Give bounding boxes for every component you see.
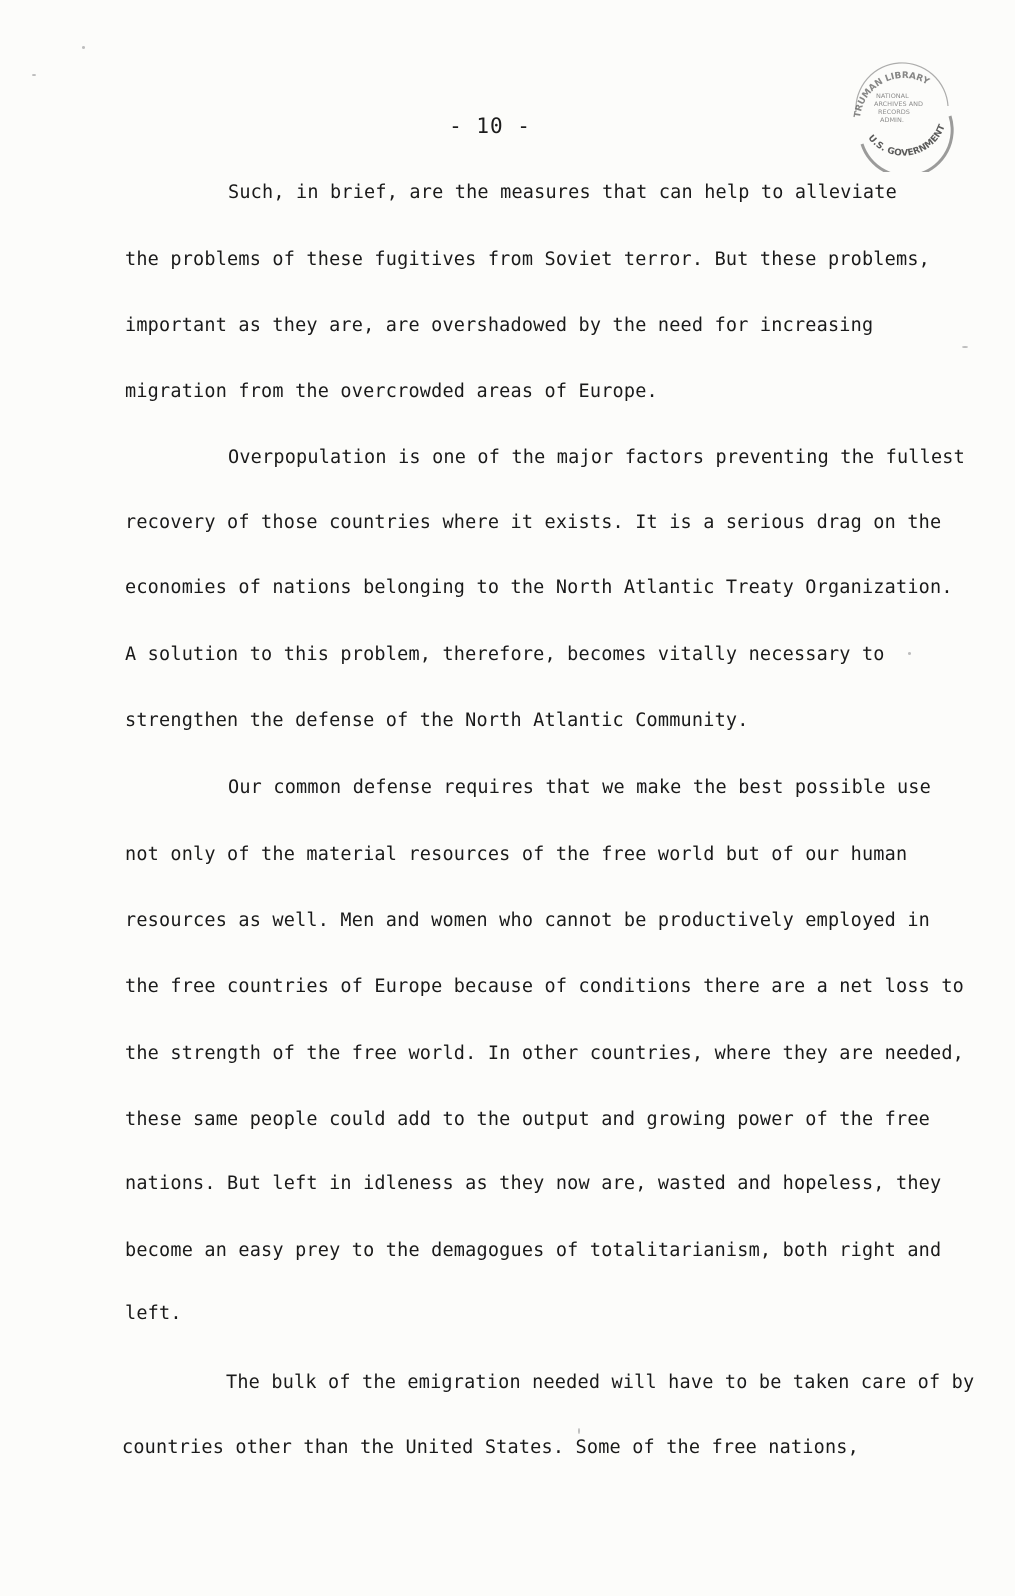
body-text-line: these same people could add to the output and growing power of the free (125, 1109, 930, 1130)
body-text-line: important as they are, are overshadowed by the need for increasing (125, 315, 874, 336)
body-text-line: Such, in brief, are the measures that can help to alleviate (228, 182, 897, 203)
page-number: - 10 - (449, 114, 531, 138)
paper-speck (578, 1428, 580, 1434)
body-text-line: nations. But left in idleness as they now are, wasted and hopeless, they (125, 1173, 942, 1194)
body-text-line: economies of nations belonging to the North Atlantic Treaty Organization. (125, 577, 953, 598)
body-text-line: left. (125, 1303, 182, 1324)
body-text-line: resources as well. Men and women who cannot be productively employed in (125, 910, 930, 931)
body-text-line: the problems of these fugitives from Soviet terror. But these problems, (125, 249, 930, 270)
stamp-center-line: ADMIN. (880, 116, 904, 124)
body-text-line: Our common defense requires that we make the best possible use (228, 777, 931, 798)
stamp-arc-bottom: U.S. GOVERNMENT (865, 123, 948, 159)
paper-speck (32, 74, 36, 76)
body-text-line: migration from the overcrowded areas of Europe. (125, 381, 658, 402)
body-text-line: A solution to this problem, therefore, becomes vitally necessary to (125, 644, 885, 665)
stamp-center-line: NATIONAL (876, 92, 909, 100)
svg-text:U.S. GOVERNMENT (866, 122, 948, 158)
archive-stamp (842, 52, 962, 172)
body-text-line: the strength of the free world. In other countries, where they are needed, (125, 1043, 965, 1064)
body-text-line: strengthen the defense of the North Atlantic Community. (125, 710, 749, 731)
stamp-center-line: ARCHIVES AND (874, 100, 924, 108)
paper-speck (82, 46, 85, 49)
stamp-center-line: RECORDS (878, 108, 910, 116)
body-text-line: not only of the material resources of the free world but of our human (125, 844, 908, 865)
body-text-line: The bulk of the emigration needed will have to be taken care of by (226, 1372, 975, 1393)
body-text-line: countries other than the United States. Some of the free nations, (122, 1437, 859, 1458)
body-text-line: become an easy prey to the demagogues of totalitarianism, both right and (125, 1240, 942, 1261)
paper-speck (908, 652, 911, 655)
body-text-line: Overpopulation is one of the major factors preventing the fullest (228, 447, 965, 468)
stamp-seal-icon (842, 52, 962, 172)
paper-speck (962, 346, 968, 348)
body-text-line: the free countries of Europe because of conditions there are a net loss to (125, 976, 965, 997)
body-text-line: recovery of those countries where it exists. It is a serious drag on the (125, 512, 942, 533)
stamp-arc-top: TRUMAN LIBRARY (852, 70, 931, 119)
